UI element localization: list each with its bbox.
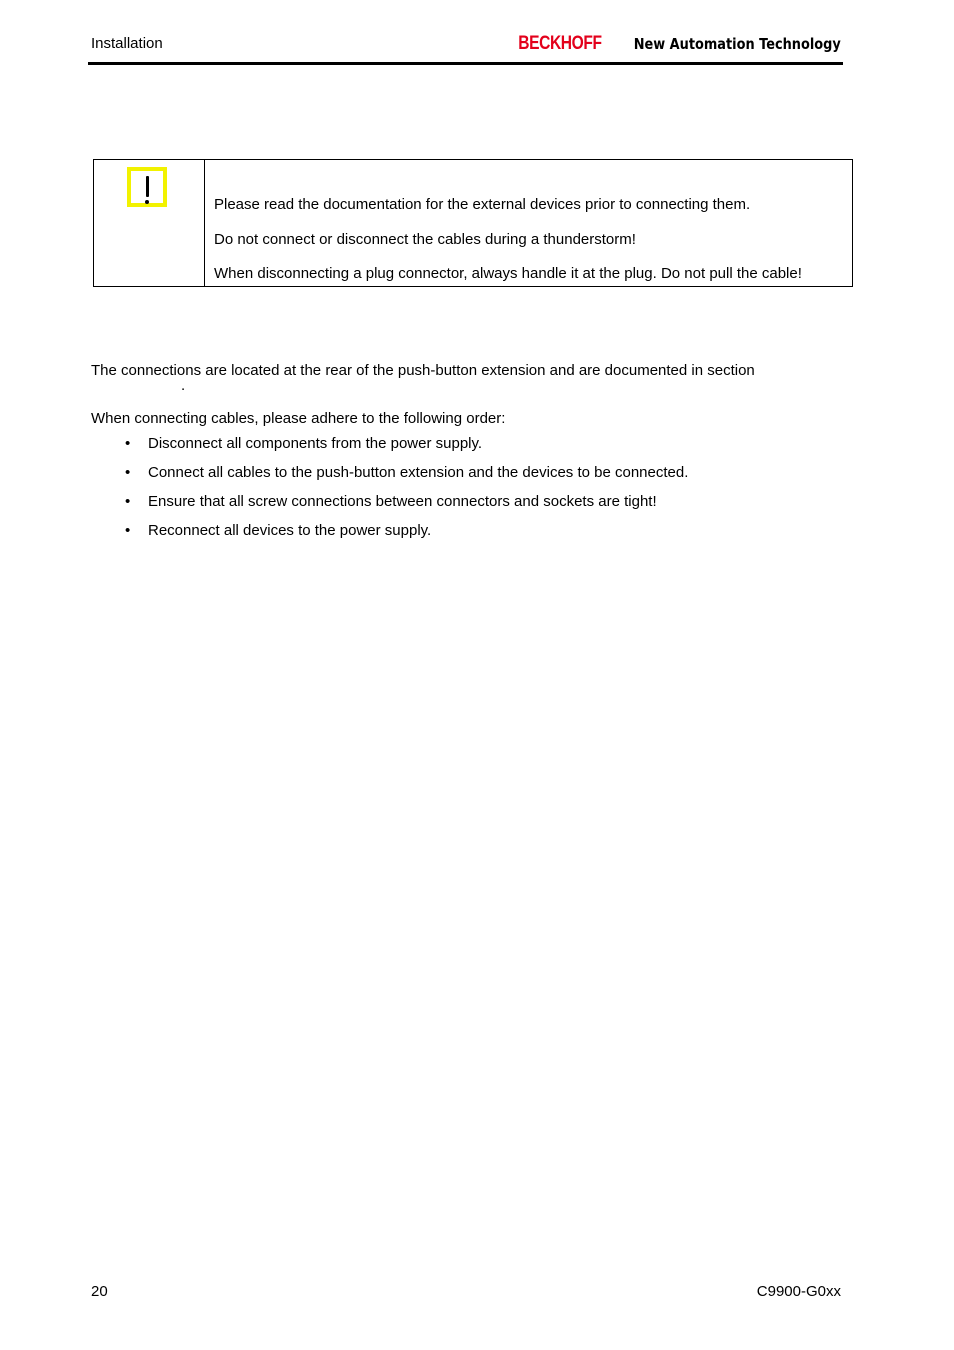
brand-tagline: New Automation Technology	[633, 35, 841, 53]
exclamation-warning-icon	[127, 167, 167, 207]
warning-line: When disconnecting a plug connector, always handle it at the plug. Do not pull the cable!	[214, 265, 802, 282]
intro-text: The connections are located at the rear of the push-button extension and are documented in section	[91, 362, 755, 379]
header-section-name: Installation	[91, 35, 163, 52]
page-number: 20	[91, 1283, 108, 1300]
header-divider	[88, 62, 843, 65]
bullet: •	[125, 435, 131, 452]
list-item	[91, 493, 688, 522]
brand-logo	[500, 33, 841, 55]
list-item	[91, 464, 688, 493]
warning-text-cell	[205, 160, 853, 287]
brand-name: BECKHOFF	[518, 33, 603, 54]
intro-end: .	[181, 377, 186, 394]
step-text: Connect all cables to the push-button extension and the devices to be connected.	[148, 464, 689, 481]
warning-icon-cell	[94, 160, 205, 287]
warning-line: Please read the documentation for the external devices prior to connecting them.	[214, 196, 751, 213]
list-item	[91, 522, 688, 551]
page-header	[91, 35, 841, 55]
warning-box	[93, 159, 853, 287]
warning-line: Do not connect or disconnect the cables during a thunderstorm!	[214, 230, 636, 248]
bullet: •	[125, 464, 131, 481]
document-id: C9900-G0xx	[756, 1283, 841, 1300]
step-text: Disconnect all components from the power supply.	[148, 435, 483, 452]
step-text: Reconnect all devices to the power supply.	[148, 522, 432, 539]
step-list	[91, 435, 688, 551]
bullet: •	[125, 522, 131, 539]
order-heading: When connecting cables, please adhere to the following order:	[91, 410, 506, 427]
list-item	[91, 435, 688, 464]
step-text: Ensure that all screw connections between connectors and sockets are tight!	[148, 493, 657, 510]
bullet: •	[125, 493, 131, 510]
intro-paragraph	[91, 362, 851, 392]
